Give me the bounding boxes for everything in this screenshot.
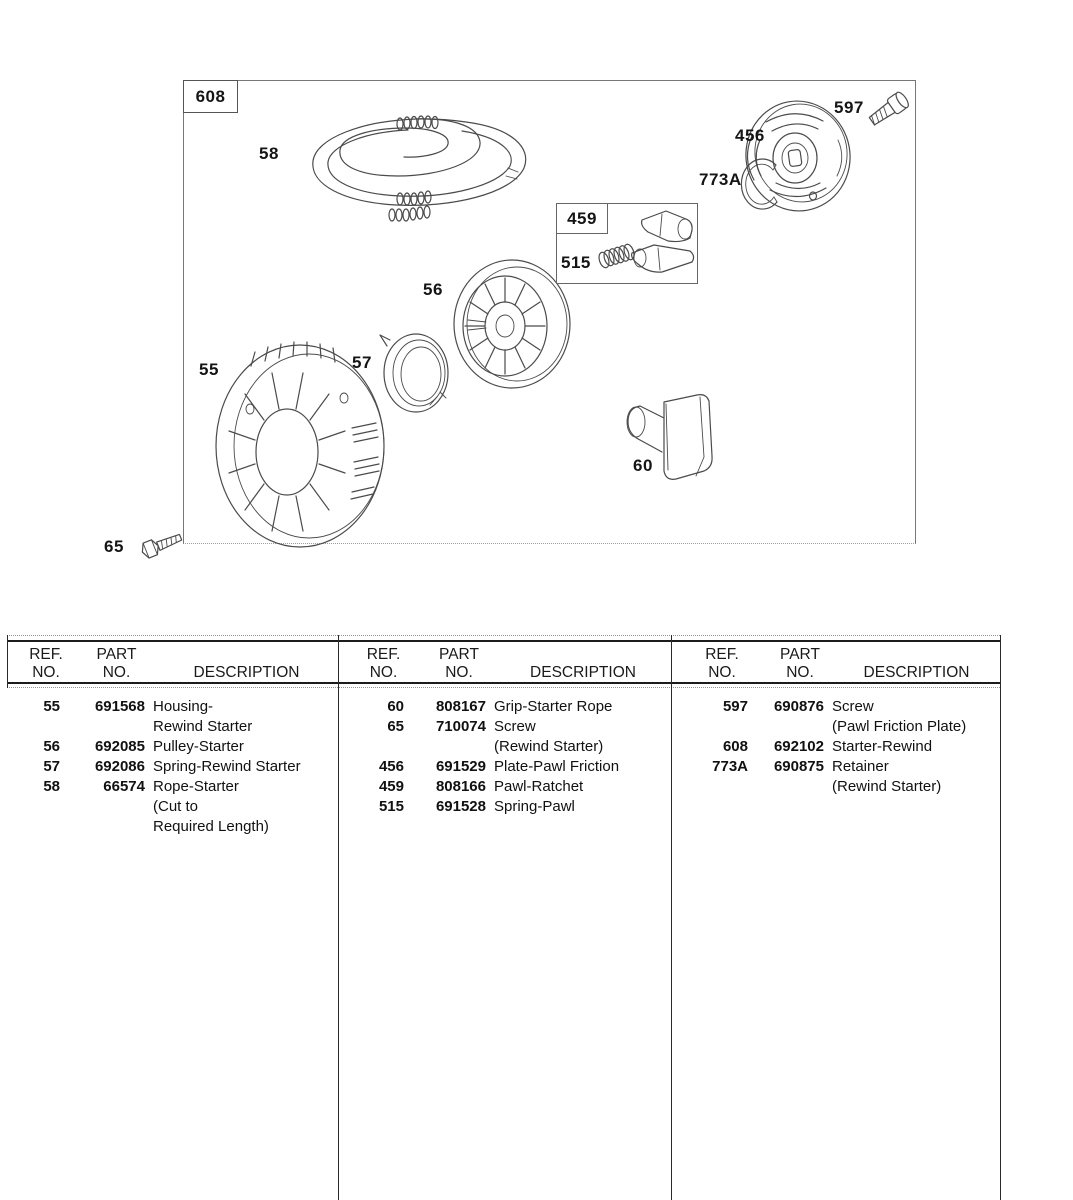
- part-no-cell: [68, 817, 145, 837]
- table-row: [8, 717, 338, 737]
- table-top-rule: [7, 640, 1000, 642]
- description-cell: Housing-: [153, 698, 214, 715]
- ref-no-cell: 58: [43, 778, 60, 795]
- ref-no-header: REF. NO.: [705, 646, 739, 681]
- table-right-border: [1000, 635, 1001, 1200]
- ref-no-cell: 773A: [712, 758, 748, 775]
- assembly-ref-box: [183, 80, 238, 113]
- table-row: [339, 697, 670, 717]
- table-row: [8, 777, 338, 797]
- grip-ref-label: 60: [633, 456, 653, 475]
- ref-no-cell: [12, 797, 60, 817]
- ref-no-cell: 608: [722, 738, 748, 755]
- table-row: [672, 737, 999, 757]
- description-header: DESCRIPTION: [193, 664, 300, 681]
- ref-no-header: REF. NO.: [29, 646, 63, 681]
- description-cell: (Pawl Friction Plate): [832, 718, 967, 735]
- description-cell: Rewind Starter: [153, 718, 253, 735]
- table-row: [339, 717, 670, 737]
- description-cell: Pawl-Ratchet: [494, 778, 584, 795]
- table-row: [672, 697, 999, 717]
- ref-no-cell: [676, 717, 748, 737]
- part-no-cell: 808167: [435, 698, 486, 715]
- part-no-cell: 692102: [773, 738, 824, 755]
- retainer-ring-drawing: [741, 159, 777, 209]
- part-no-cell: 692085: [94, 738, 145, 755]
- column-header: [672, 646, 999, 682]
- parts-column-3: [672, 646, 999, 797]
- part-no-cell: 691528: [435, 798, 486, 815]
- description-cell: Plate-Pawl Friction: [494, 758, 620, 775]
- column-header: [8, 646, 338, 682]
- table-row: [8, 737, 338, 757]
- plate-ref-label: 456: [735, 126, 765, 145]
- ref-no-cell: 57: [43, 758, 60, 775]
- description-cell: Screw: [494, 718, 536, 735]
- parts-column-2: [339, 646, 670, 817]
- table-row: [339, 757, 670, 777]
- housing-ref-label: 55: [199, 360, 219, 379]
- ref-no-cell: 515: [378, 798, 404, 815]
- description-cell: Retainer: [832, 758, 889, 775]
- description-cell: Starter-Rewind: [832, 738, 933, 755]
- screw-drawing: [867, 90, 911, 128]
- table-row: [8, 757, 338, 777]
- part-no-header: PART NO.: [780, 646, 820, 681]
- description-header: DESCRIPTION: [863, 664, 970, 681]
- table-row: [8, 817, 338, 837]
- ref-no-cell: 56: [43, 738, 60, 755]
- rewind-spring-ref-label: 57: [352, 353, 372, 372]
- table-row: [339, 737, 670, 757]
- screw-597-ref-label: 597: [834, 98, 864, 117]
- assembly-ref-label: 608: [195, 86, 226, 106]
- part-no-cell: 691568: [94, 698, 145, 715]
- table-row: [339, 777, 670, 797]
- ref-no-cell: 65: [387, 718, 404, 735]
- description-cell: Screw: [832, 698, 874, 715]
- table-row: [672, 717, 999, 737]
- part-no-cell: 691529: [435, 758, 486, 775]
- ref-no-cell: [676, 777, 748, 797]
- table-top-dotted-rule: [7, 635, 1000, 636]
- part-no-cell: 692086: [94, 758, 145, 775]
- description-cell: Spring-Rewind Starter: [153, 758, 301, 775]
- ref-no-cell: 456: [378, 758, 404, 775]
- parts-list: [339, 697, 670, 817]
- pulley-drawing: [454, 260, 570, 388]
- part-no-cell: [412, 737, 486, 757]
- description-cell: Pulley-Starter: [153, 738, 244, 755]
- rewind-spring-drawing: [380, 334, 448, 412]
- table-row: [672, 757, 999, 777]
- column-header: [339, 646, 670, 682]
- part-no-cell: 690876: [773, 698, 824, 715]
- part-no-cell: 710074: [435, 718, 486, 735]
- rope-ref-label: 58: [259, 144, 279, 163]
- pawl-ref-label: 459: [567, 208, 597, 228]
- part-no-cell: [68, 717, 145, 737]
- part-no-cell: 808166: [435, 778, 486, 795]
- mount-screw-ref-label: 65: [104, 537, 124, 556]
- description-cell: Spring-Pawl: [494, 798, 575, 815]
- parts-list: [672, 697, 999, 797]
- ref-no-header: REF. NO.: [366, 646, 401, 681]
- table-row: [8, 697, 338, 717]
- part-no-header: PART NO.: [439, 646, 479, 681]
- table-row: [672, 777, 999, 797]
- part-no-header: PART NO.: [96, 646, 137, 681]
- description-cell: Required Length): [153, 818, 269, 835]
- description-header: DESCRIPTION: [530, 664, 636, 681]
- ref-no-cell: 459: [378, 778, 404, 795]
- part-no-cell: [756, 717, 824, 737]
- description-cell: (Cut to: [153, 798, 199, 815]
- description-cell: (Rewind Starter): [832, 778, 942, 795]
- ref-no-cell: [12, 717, 60, 737]
- part-no-cell: 66574: [103, 778, 145, 795]
- part-no-cell: [68, 797, 145, 817]
- description-cell: Grip-Starter Rope: [494, 698, 613, 715]
- part-no-cell: 690875: [773, 758, 824, 775]
- ref-no-cell: 60: [387, 698, 404, 715]
- table-row: [8, 797, 338, 817]
- pawl-spring-ref-label: 515: [561, 253, 591, 272]
- mount-screw-drawing: [139, 529, 183, 559]
- retainer-ref-label: 773A: [699, 170, 742, 189]
- ref-no-cell: [12, 817, 60, 837]
- description-cell: (Rewind Starter): [494, 738, 604, 755]
- table-row: [339, 797, 670, 817]
- parts-list: [8, 697, 338, 837]
- rope-coil-drawing: [313, 116, 526, 221]
- description-cell: Rope-Starter: [153, 778, 239, 795]
- pawl-ref-box: [556, 203, 608, 234]
- pulley-ref-label: 56: [423, 280, 443, 299]
- ref-no-cell: 55: [43, 698, 60, 715]
- part-no-cell: [756, 777, 824, 797]
- parts-column-1: [8, 646, 338, 837]
- ref-no-cell: 597: [722, 698, 748, 715]
- ref-no-cell: [343, 737, 404, 757]
